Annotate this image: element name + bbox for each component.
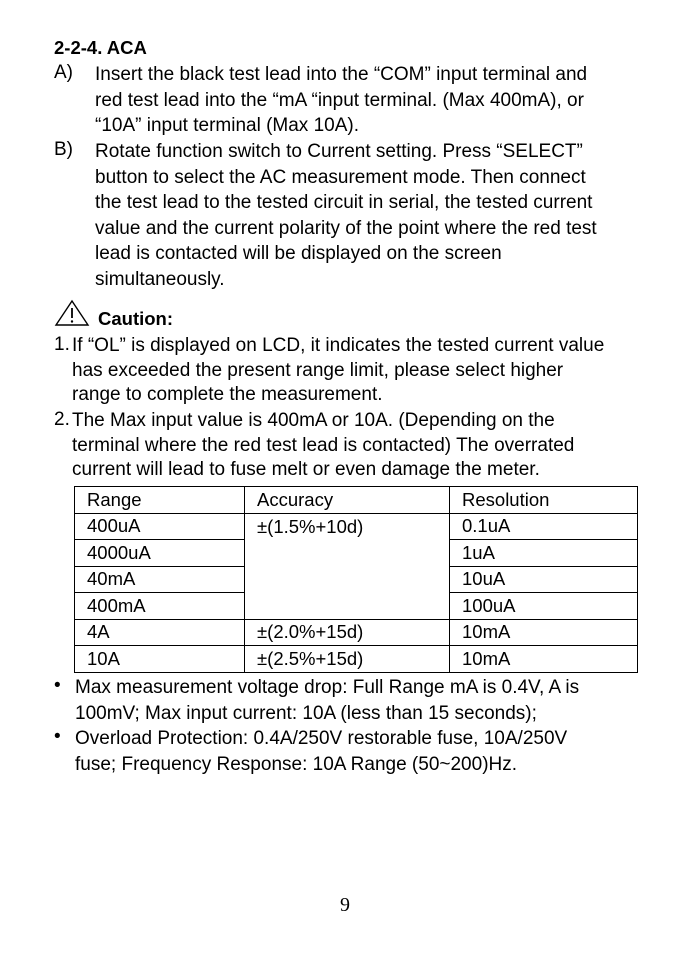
table-header-row <box>75 487 638 514</box>
range-cell: 4A <box>75 619 245 646</box>
resolution-cell: 0.1uA <box>450 513 638 540</box>
step-a-label: A) <box>54 62 73 83</box>
header-resolution: Resolution <box>450 487 638 514</box>
note-number: 1. <box>54 334 70 355</box>
accuracy-cell: ±(2.0%+15d) <box>245 619 450 646</box>
bullet-line: 100mV; Max input current: 10A (less than 15 seconds); <box>75 702 537 724</box>
note-text <box>72 334 662 408</box>
range-cell: 40mA <box>75 566 245 593</box>
warning-triangle-icon <box>54 299 90 327</box>
step-b-line: value and the current polarity of the point where the red test <box>95 217 597 239</box>
note-line: If “OL” is displayed on LCD, it indicates the tested current value <box>72 335 605 356</box>
accuracy-cell-shared: ±(1.5%+10d) <box>245 513 450 619</box>
note-line: has exceeded the present range limit, please select higher <box>72 359 564 381</box>
step-a-text <box>95 62 665 139</box>
step-b-label: B) <box>54 139 73 160</box>
note-line: The Max input value is 400mA or 10A. (Depending on the <box>72 410 555 431</box>
bullet-text <box>75 675 655 726</box>
note-line: current will lead to fuse melt or even damage the meter. <box>72 459 540 481</box>
section-heading: 2-2-4. ACA <box>54 37 147 58</box>
range-cell: 4000uA <box>75 540 245 567</box>
range-cell: 10A <box>75 646 245 673</box>
step-b-text <box>95 139 665 293</box>
aca-spec-table <box>74 486 638 673</box>
bullet-dot: • <box>54 726 61 747</box>
header-accuracy: Accuracy <box>245 487 450 514</box>
step-b-line: simultaneously. <box>95 268 225 290</box>
table-row <box>75 646 638 673</box>
note-number: 2. <box>54 409 70 430</box>
step-a-line: red test lead into the “mA “input terminal. (Max 400mA), or <box>95 89 584 111</box>
bullet-text <box>75 726 655 777</box>
header-range: Range <box>75 487 245 514</box>
step-b-line: button to select the AC measurement mode. Then connect <box>95 166 586 188</box>
note-line: range to complete the measurement. <box>72 384 383 406</box>
bullet-line: fuse; Frequency Response: 10A Range (50~200)Hz. <box>75 753 518 775</box>
resolution-cell: 1uA <box>450 540 638 567</box>
range-cell: 400mA <box>75 593 245 620</box>
bullet-line: Max measurement voltage drop: Full Range mA is 0.4V, A is <box>75 677 580 698</box>
bullet-dot: • <box>54 675 61 696</box>
table-row <box>75 619 638 646</box>
resolution-cell: 100uA <box>450 593 638 620</box>
range-cell: 400uA <box>75 513 245 540</box>
step-b-line: Rotate function switch to Current setting. Press “SELECT” <box>95 141 583 162</box>
accuracy-cell: ±(2.5%+15d) <box>245 646 450 673</box>
bullet-line: Overload Protection: 0.4A/250V restorable fuse, 10A/250V <box>75 728 568 749</box>
step-b-line: lead is contacted will be displayed on the screen <box>95 243 502 265</box>
note-text <box>72 409 662 483</box>
step-a-line: “10A” input terminal (Max 10A). <box>95 115 359 137</box>
resolution-cell: 10uA <box>450 566 638 593</box>
table-row <box>75 513 638 540</box>
step-a-line: Insert the black test lead into the “COM” input terminal and <box>95 64 588 85</box>
caution-label: Caution: <box>98 308 174 329</box>
step-b-line: the test lead to the tested circuit in serial, the tested current <box>95 192 593 214</box>
note-line: terminal where the red test lead is contacted) The overrated <box>72 434 575 456</box>
resolution-cell: 10mA <box>450 646 638 673</box>
resolution-cell: 10mA <box>450 619 638 646</box>
page-number: 9 <box>340 894 350 916</box>
